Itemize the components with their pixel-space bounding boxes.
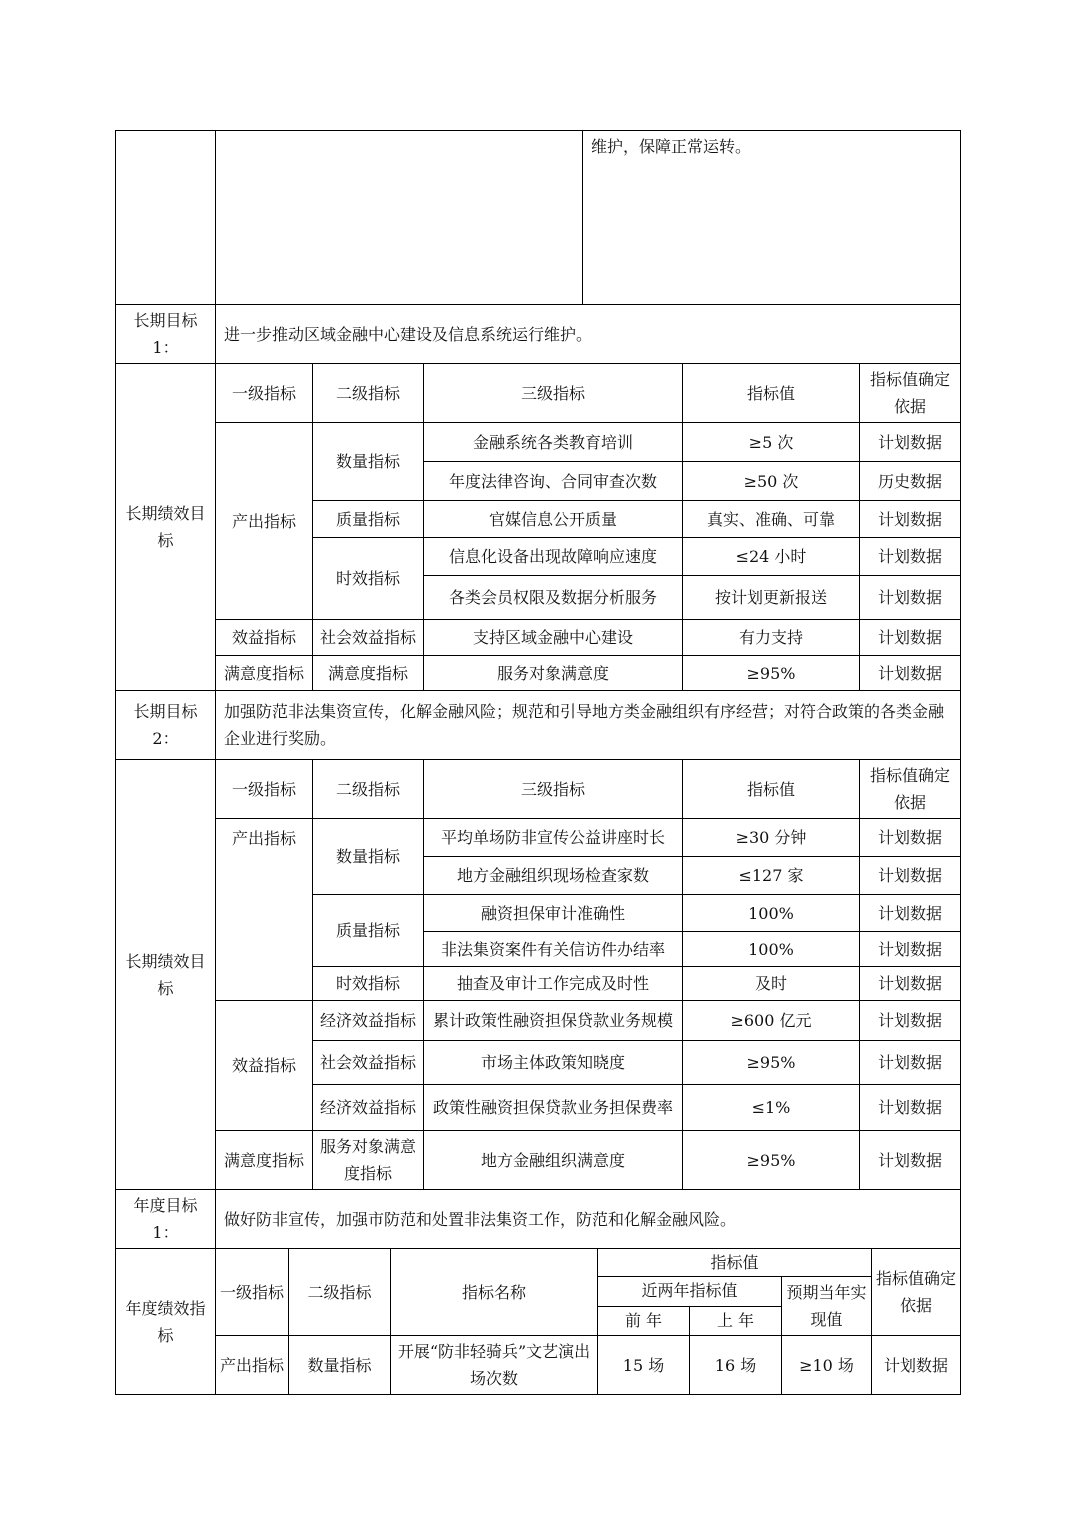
level2-quantity: 数量指标	[289, 1336, 391, 1395]
indicator-name: 金融系统各类教育培训	[424, 423, 683, 462]
long-perf-1-section-label: 长期绩效目标	[116, 364, 216, 691]
indicator-basis: 计划数据	[860, 538, 961, 576]
indicator-value: 100%	[683, 895, 860, 932]
indicator-value: ≥30 分钟	[683, 819, 860, 857]
header-level2: 二级指标	[313, 364, 424, 423]
long-term-goal-1-table	[115, 304, 961, 1190]
indicator-name: 地方金融组织现场检查家数	[424, 857, 683, 895]
indicator-basis: 计划数据	[860, 620, 961, 656]
indicator-name: 官媒信息公开质量	[424, 501, 683, 538]
indicator-value: ≥95%	[683, 1041, 860, 1085]
header-level3: 三级指标	[424, 364, 683, 423]
indicator-value: ≥600 亿元	[683, 1001, 860, 1041]
level2-quality: 质量指标	[313, 501, 424, 538]
indicator-basis: 计划数据	[860, 1131, 961, 1190]
header-level1: 一级指标	[216, 364, 313, 423]
empty-cell	[216, 131, 583, 305]
header-level1: 一级指标	[216, 1249, 289, 1336]
long-goal-2-label: 长期目标 2：	[116, 691, 216, 760]
indicator-name: 融资担保审计准确性	[424, 895, 683, 932]
level1-output: 产出指标	[216, 423, 313, 620]
indicator-name: 服务对象满意度	[424, 656, 683, 691]
level2-timeliness: 时效指标	[313, 967, 424, 1001]
level2-satisfaction: 服务对象满意度指标	[313, 1131, 424, 1190]
indicator-value: 有力支持	[683, 620, 860, 656]
indicator-basis: 计划数据	[860, 423, 961, 462]
annual-goal-table	[115, 1189, 961, 1395]
header-level2: 二级指标	[313, 760, 424, 819]
indicator-name: 非法集资案件有关信访件办结率	[424, 932, 683, 967]
level2-timeliness: 时效指标	[313, 538, 424, 620]
level1-benefit: 效益指标	[216, 620, 313, 656]
header-value: 指标值	[683, 364, 860, 423]
long-goal-1-text: 进一步推动区域金融中心建设及信息系统运行维护。	[216, 305, 961, 364]
empty-cell	[116, 131, 216, 305]
indicator-value: ≤24 小时	[683, 538, 860, 576]
indicator-basis: 计划数据	[860, 1041, 961, 1085]
performance-target-document	[115, 130, 960, 1395]
level1-benefit: 效益指标	[216, 1001, 313, 1131]
header-last-year: 上 年	[690, 1306, 782, 1336]
annual-goal-1-label: 年度目标 1：	[116, 1190, 216, 1249]
indicator-name: 政策性融资担保贷款业务担保费率	[424, 1085, 683, 1131]
level2-economic: 经济效益指标	[313, 1001, 424, 1041]
level2-social: 社会效益指标	[313, 620, 424, 656]
level2-social: 社会效益指标	[313, 1041, 424, 1085]
header-prev-year: 前 年	[598, 1306, 690, 1336]
header-level3: 三级指标	[424, 760, 683, 819]
prev-year-value: 15 场	[598, 1336, 690, 1395]
indicator-name: 信息化设备出现故障响应速度	[424, 538, 683, 576]
level2-quantity: 数量指标	[313, 423, 424, 501]
indicator-name: 地方金融组织满意度	[424, 1131, 683, 1190]
level2-satisfaction: 满意度指标	[313, 656, 424, 691]
indicator-name: 开展“防非轻骑兵”文艺演出场次数	[391, 1336, 598, 1395]
indicator-basis: 计划数据	[860, 501, 961, 538]
level1-satisfaction: 满意度指标	[216, 1131, 313, 1190]
indicator-basis: 历史数据	[860, 462, 961, 501]
annual-perf-section-label: 年度绩效指标	[116, 1249, 216, 1395]
indicator-value: ≥5 次	[683, 423, 860, 462]
indicator-value: ≥95%	[683, 1131, 860, 1190]
indicator-basis: 计划数据	[860, 1085, 961, 1131]
indicator-value: ≥95%	[683, 656, 860, 691]
indicator-basis: 计划数据	[860, 656, 961, 691]
long-goal-2-text: 加强防范非法集资宣传，化解金融风险；规范和引导地方类金融组织有序经营；对符合政策的各类金融企业进行奖励。	[216, 691, 961, 760]
last-year-value: 16 场	[690, 1336, 782, 1395]
indicator-basis: 计划数据	[860, 576, 961, 620]
indicator-name: 年度法律咨询、合同审查次数	[424, 462, 683, 501]
indicator-basis: 计划数据	[860, 857, 961, 895]
level2-economic: 经济效益指标	[313, 1085, 424, 1131]
continuation-text: 维护，保障正常运转。	[583, 131, 961, 305]
level1-output: 产出指标	[216, 819, 313, 1001]
indicator-basis: 计划数据	[860, 932, 961, 967]
top-continuation-table	[115, 130, 961, 305]
header-level2: 二级指标	[289, 1249, 391, 1336]
indicator-basis: 计划数据	[860, 967, 961, 1001]
indicator-value: 100%	[683, 932, 860, 967]
long-perf-2-section-label: 长期绩效目标	[116, 760, 216, 1190]
indicator-basis: 计划数据	[860, 1001, 961, 1041]
indicator-value: 真实、准确、可靠	[683, 501, 860, 538]
indicator-value: ≤1%	[683, 1085, 860, 1131]
indicator-name: 支持区域金融中心建设	[424, 620, 683, 656]
indicator-basis: 计划数据	[860, 895, 961, 932]
level1-output: 产出指标	[216, 1336, 289, 1395]
header-expected: 预期当年实现值	[782, 1277, 872, 1336]
indicator-value: ≤127 家	[683, 857, 860, 895]
indicator-value: 及时	[683, 967, 860, 1001]
header-recent-two-years: 近两年指标值	[598, 1277, 782, 1307]
indicator-basis: 计划数据	[860, 819, 961, 857]
expected-value: ≥10 场	[782, 1336, 872, 1395]
annual-goal-1-text: 做好防非宣传，加强市防范和处置非法集资工作，防范和化解金融风险。	[216, 1190, 961, 1249]
long-goal-1-label: 长期目标 1：	[116, 305, 216, 364]
header-value: 指标值	[683, 760, 860, 819]
indicator-name: 抽查及审计工作完成及时性	[424, 967, 683, 1001]
header-value: 指标值	[598, 1249, 872, 1277]
header-basis: 指标值确定依据	[860, 364, 961, 423]
level2-quality: 质量指标	[313, 895, 424, 967]
level2-quantity: 数量指标	[313, 819, 424, 895]
indicator-name: 累计政策性融资担保贷款业务规模	[424, 1001, 683, 1041]
indicator-name: 市场主体政策知晓度	[424, 1041, 683, 1085]
indicator-name: 各类会员权限及数据分析服务	[424, 576, 683, 620]
header-indicator-name: 指标名称	[391, 1249, 598, 1336]
indicator-name: 平均单场防非宣传公益讲座时长	[424, 819, 683, 857]
level1-satisfaction: 满意度指标	[216, 656, 313, 691]
header-basis: 指标值确定依据	[860, 760, 961, 819]
indicator-value: ≥50 次	[683, 462, 860, 501]
header-level1: 一级指标	[216, 760, 313, 819]
header-basis: 指标值确定依据	[872, 1249, 961, 1336]
indicator-value: 按计划更新报送	[683, 576, 860, 620]
indicator-basis: 计划数据	[872, 1336, 961, 1395]
